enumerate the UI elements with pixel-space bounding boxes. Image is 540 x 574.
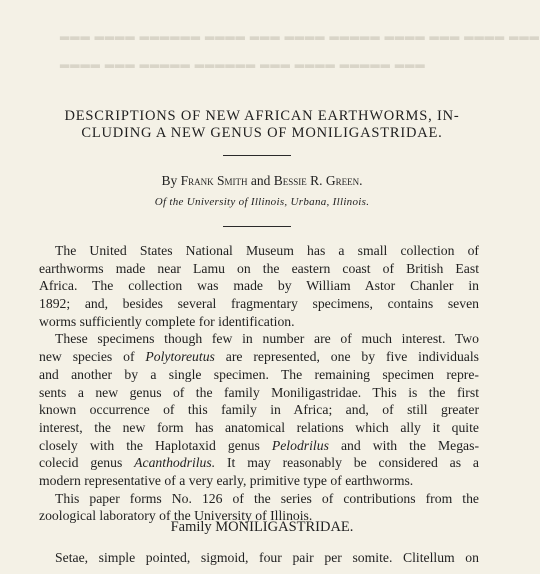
title-divider bbox=[223, 155, 291, 156]
p4-line-1: Setae, simple pointed, sigmoid, four pair per somite. Clitellum on bbox=[55, 550, 479, 565]
article-title bbox=[20, 108, 504, 142]
p2-line-9: modern representative of a very early, primitive type of earthworms. bbox=[39, 472, 414, 488]
genus-polytoreutus: Polytoreutus bbox=[145, 349, 215, 365]
byline-divider bbox=[223, 226, 291, 227]
title-line-2: CLUDING A NEW GENUS OF MONILIGASTRIDAE. bbox=[81, 125, 443, 141]
section-heading: Family MONILIGASTRIDAE. bbox=[170, 519, 354, 535]
p2-line-1: These specimens though few in number are of much interest. Two bbox=[55, 331, 479, 347]
p2-line-5: known occurrence of this family in Africa; and, of still greater bbox=[39, 402, 479, 418]
p2-line-3: and another by a single specimen. The remaining specimen repre- bbox=[39, 366, 479, 382]
genus-pelodrilus: Pelodrilus bbox=[271, 437, 329, 453]
byline-and: and bbox=[250, 173, 271, 188]
p1-line-2: earthworms made near Lamu on the eastern coast of British East bbox=[39, 260, 479, 276]
p1-line-5: worms sufficiently complete for identification. bbox=[39, 313, 295, 329]
p1-line-3: Africa. The collection was made by William Astor Chanler in bbox=[39, 278, 479, 294]
byline-by: By bbox=[161, 173, 178, 188]
p2-line-6: interest, the new form has anatomical relations which ally it quite bbox=[39, 419, 479, 435]
p2-line-2-post: are represented, one by five individuals bbox=[214, 349, 479, 365]
genus-acanthodrilus: Acanthodrilus. bbox=[134, 455, 216, 471]
byline bbox=[0, 173, 524, 189]
p2-line-2 bbox=[39, 348, 479, 366]
p2-line-8-post: It may reasonably be considered as a bbox=[215, 455, 479, 471]
p2-line-8-pre: colecid genus bbox=[39, 455, 135, 471]
p1-line-1: The United States National Museum has a small collection of bbox=[55, 243, 479, 258]
p2-line-8 bbox=[39, 454, 479, 472]
p3-line-2: zoological laboratory of the University of Illinois. bbox=[39, 508, 313, 524]
author-1: Frank Smith bbox=[180, 173, 248, 188]
p2-line-4: sents a new genus of the family Moniligastridae. This is the first bbox=[39, 384, 479, 400]
article-body bbox=[39, 242, 479, 525]
p2-line-2-pre: new species of bbox=[39, 349, 146, 365]
affiliation: Of the University of Illinois, Urbana, Illinois. bbox=[154, 196, 370, 208]
title-line-1: DESCRIPTIONS OF NEW AFRICAN EARTHWORMS, IN- bbox=[64, 108, 460, 124]
author-2: Bessie R. Green. bbox=[273, 173, 363, 188]
section-body bbox=[39, 549, 479, 567]
p2-line-7 bbox=[39, 437, 479, 455]
p2-line-7-post: and with the Megas- bbox=[328, 437, 480, 453]
bleed-through-texture: ▂▂▂ ▂▂▂▂ ▂▂▂▂▂▂ ▂▂▂▂ ▂▂▂ ▂▂▂▂ ▂▂▂▂▂ ▂▂▂▂ ▂▂▂ ▂▂▂▂ ▂▂▂ ▂▂▂▂ ▂▂▂ ▂▂▂▂▂ ▂▂▂▂▂▂ ▂▂▂ ▂▂▂▂ ▂▂▂▂▂ ▂▂▂ bbox=[60, 26, 540, 68]
p2-line-7-pre: closely with the Haplotaxid genus bbox=[39, 437, 272, 453]
p3-line-1: This paper forms No. 126 of the series of contributions from the bbox=[55, 490, 479, 506]
p1-line-4: 1892; and, besides several fragmentary specimens, contains seven bbox=[39, 296, 479, 312]
